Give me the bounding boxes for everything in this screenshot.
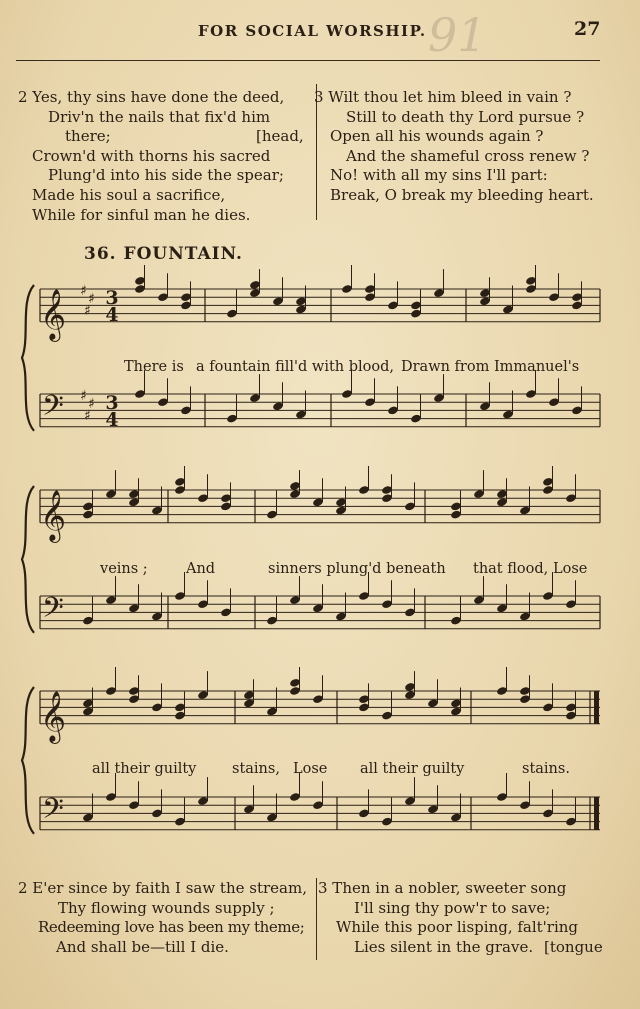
column-divider <box>316 878 317 960</box>
key-sharp-icon: ♯ <box>80 283 87 299</box>
barline-final-thick <box>594 797 599 830</box>
verse-line: And the shameful cross renew ? <box>346 146 590 165</box>
time-signature-upper: 3 <box>105 392 119 414</box>
lyric-syllable: Drawn from Immanuel's <box>401 359 580 375</box>
verse-line: there; <box>65 127 111 146</box>
lyric-syllable: stains. <box>522 761 570 777</box>
time-signature-lower: 4 <box>105 409 119 431</box>
verse-line: Lies silent in the grave. <box>354 937 534 956</box>
system-brace <box>22 687 34 834</box>
verse-line: Thy flowing wounds supply ; <box>58 898 275 917</box>
verse-line: No! with all my sins I'll part: <box>330 166 548 185</box>
verse-3-bottom <box>318 879 618 957</box>
lyric-syllable: Lose <box>293 761 328 777</box>
verse-line: Driv'n the nails that fix'd him <box>48 107 271 126</box>
key-sharp-icon: ♯ <box>84 303 91 319</box>
verse-line: 2 Yes, thy sins have done the deed, <box>18 88 285 106</box>
key-sharp-icon: ♯ <box>88 396 95 412</box>
system-brace <box>22 486 34 633</box>
verse-line: Made his soul a sacrifice, <box>32 185 226 204</box>
tune-heading: 36. FOUNTAIN. <box>84 244 243 264</box>
lyric-syllable: a fountain fill'd with blood, <box>196 359 395 375</box>
pencil-mark: 91 <box>428 8 487 62</box>
system-brace <box>22 285 34 431</box>
lyric-syllable: And <box>186 561 216 577</box>
lyric-syllable: There is <box>124 359 184 375</box>
lyric-syllable: all their guilty <box>92 761 197 777</box>
verse-line: Break, O break my bleeding heart. <box>330 185 594 204</box>
verse-line: 2 E'er since by faith I saw the stream, <box>18 879 307 897</box>
barline-final-thick <box>594 691 599 724</box>
lyric-syllable: Lose <box>553 561 588 577</box>
verse-line: Still to death thy Lord pursue ? <box>346 107 585 126</box>
key-sharp-icon: ♯ <box>88 291 95 307</box>
verse-line: [tongue <box>544 937 603 956</box>
verse-line: While this poor lisping, falt'ring <box>336 918 579 937</box>
verse-line: And shall be—till I die. <box>56 937 229 956</box>
treble-clef-icon: 𝄞 <box>40 288 67 340</box>
verse-2-bottom <box>18 879 318 957</box>
verse-line: Crown'd with thorns his sacred <box>32 146 271 165</box>
bass-clef-icon: 𝄢 <box>42 792 64 833</box>
verse-line: 3 Then in a nobler, sweeter song <box>318 879 567 897</box>
bass-clef-icon: 𝄢 <box>42 389 64 430</box>
treble-clef-icon: 𝄞 <box>40 690 67 742</box>
verse-line: Plung'd into his side the spear; <box>48 166 284 185</box>
key-sharp-icon: ♯ <box>80 388 87 404</box>
verse-line: 3 Wilt thou let him bleed in vain ? <box>314 88 572 106</box>
verse-line: While for sinful man he dies. <box>32 205 251 224</box>
verse-line: Redeeming love has been my theme; <box>38 918 305 937</box>
lyric-syllable: all their guilty <box>360 761 465 777</box>
treble-clef-icon: 𝄞 <box>40 489 67 541</box>
lyric-syllable: that flood, <box>473 561 549 577</box>
time-signature-lower: 4 <box>105 304 119 326</box>
lyric-syllable: stains, <box>232 761 280 777</box>
verse-line: [head, <box>256 127 304 146</box>
verse-line: Open all his wounds again ? <box>330 127 544 146</box>
running-title: FOR SOCIAL WORSHIP. <box>198 22 427 40</box>
key-sharp-icon: ♯ <box>84 408 91 424</box>
bass-clef-icon: 𝄢 <box>42 591 64 632</box>
lyric-syllable: veins ; <box>100 561 148 577</box>
lyric-syllable: sinners plung'd beneath <box>268 561 446 577</box>
verse-line: I'll sing thy pow'r to save; <box>354 898 551 917</box>
time-signature-upper: 3 <box>105 287 119 309</box>
page-number: 27 <box>574 18 601 40</box>
